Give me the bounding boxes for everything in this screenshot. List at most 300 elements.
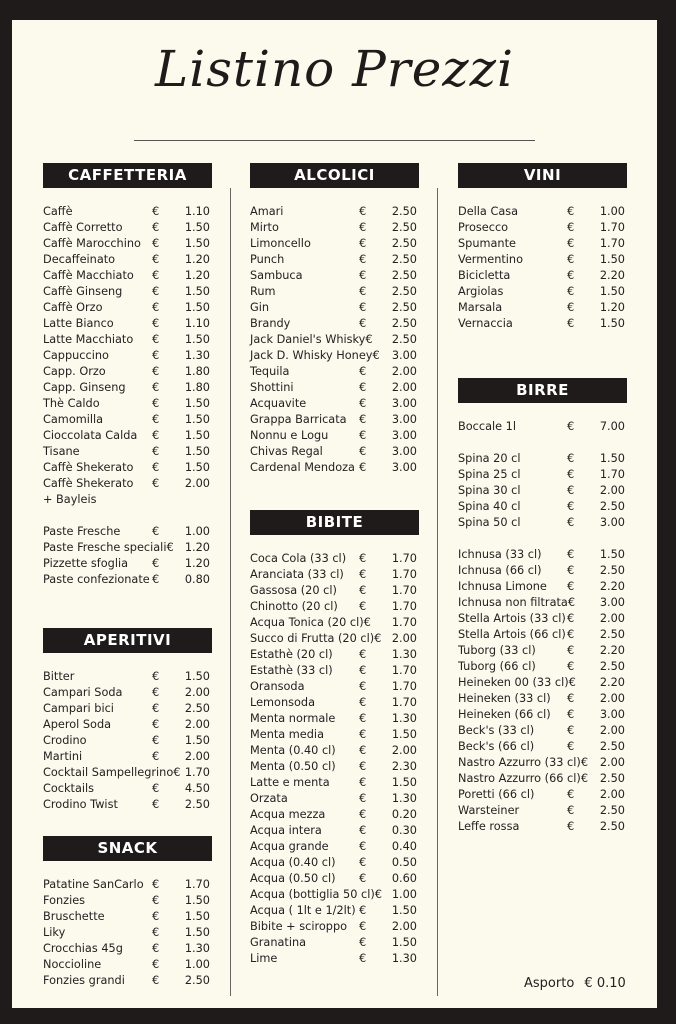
section-header-alcolici: ALCOLICI bbox=[250, 163, 419, 188]
item-name: Caffè bbox=[43, 205, 73, 218]
currency-symbol: € bbox=[152, 798, 160, 811]
item-price: 1.70 bbox=[391, 584, 417, 597]
menu-item bbox=[250, 380, 419, 396]
item-price: 2.50 bbox=[599, 660, 625, 673]
item-price: 1.00 bbox=[391, 888, 417, 901]
item-name: Acqua (0.40 cl) bbox=[250, 856, 336, 869]
currency-symbol: € bbox=[567, 205, 575, 218]
menu-item bbox=[458, 236, 627, 252]
menu-item bbox=[458, 515, 627, 531]
currency-symbol: € bbox=[152, 910, 160, 923]
currency-symbol: € bbox=[152, 782, 160, 795]
item-name: Punch bbox=[250, 253, 285, 266]
item-name: Campari bici bbox=[43, 702, 114, 715]
item-name: + Bayleis bbox=[43, 493, 97, 506]
currency-symbol: € bbox=[152, 878, 160, 891]
item-price: 3.00 bbox=[391, 413, 417, 426]
currency-symbol: € bbox=[152, 413, 160, 426]
item-price: 1.70 bbox=[391, 696, 417, 709]
item-name: Fonzies bbox=[43, 894, 86, 907]
currency-symbol: € bbox=[567, 612, 575, 625]
menu-item bbox=[458, 627, 627, 643]
currency-symbol: € bbox=[359, 696, 367, 709]
currency-symbol: € bbox=[359, 253, 367, 266]
item-name: Crodino bbox=[43, 734, 87, 747]
currency-symbol: € bbox=[359, 856, 367, 869]
currency-symbol: € bbox=[152, 750, 160, 763]
item-price: 0.60 bbox=[391, 872, 417, 885]
item-name: Argiolas bbox=[458, 285, 504, 298]
item-name: Heineken (33 cl) bbox=[458, 692, 551, 705]
item-price: 1.50 bbox=[184, 910, 210, 923]
item-price: 1.50 bbox=[184, 894, 210, 907]
item-price: 2.50 bbox=[391, 301, 417, 314]
menu-items bbox=[250, 551, 419, 967]
item-price: 2.50 bbox=[599, 628, 625, 641]
currency-symbol: € bbox=[567, 301, 575, 314]
menu-item bbox=[43, 685, 212, 701]
menu-item bbox=[43, 540, 212, 556]
menu-item bbox=[458, 579, 627, 595]
item-price: 1.00 bbox=[184, 525, 210, 538]
item-name: Bruschette bbox=[43, 910, 105, 923]
currency-symbol: € bbox=[359, 840, 367, 853]
menu-item bbox=[250, 711, 419, 727]
item-price: 2.50 bbox=[391, 205, 417, 218]
menu-items bbox=[43, 204, 212, 588]
menu-item bbox=[458, 451, 627, 467]
item-price: 3.00 bbox=[599, 516, 625, 529]
asporto-line bbox=[524, 976, 626, 991]
item-price: 2.20 bbox=[599, 676, 625, 689]
item-name: Mirto bbox=[250, 221, 279, 234]
group-spacer bbox=[458, 531, 627, 547]
menu-item bbox=[43, 204, 212, 220]
item-name: Campari Soda bbox=[43, 686, 123, 699]
currency-symbol: € bbox=[152, 461, 160, 474]
currency-symbol: € bbox=[567, 452, 575, 465]
item-name: Orzata bbox=[250, 792, 288, 805]
item-price: 1.50 bbox=[184, 301, 210, 314]
currency-symbol: € bbox=[567, 580, 575, 593]
menu-item bbox=[43, 572, 212, 588]
currency-symbol: € bbox=[567, 420, 575, 433]
item-price: 1.30 bbox=[391, 648, 417, 661]
menu-item bbox=[458, 595, 627, 611]
page-title: Listino Prezzi bbox=[155, 40, 514, 98]
currency-symbol: € bbox=[567, 548, 575, 561]
item-name: Latte Bianco bbox=[43, 317, 114, 330]
item-price: 3.00 bbox=[391, 445, 417, 458]
item-price: 1.20 bbox=[184, 541, 210, 554]
item-price: 3.00 bbox=[391, 397, 417, 410]
currency-symbol: € bbox=[359, 664, 367, 677]
currency-symbol: € bbox=[359, 680, 367, 693]
menu-item bbox=[250, 695, 419, 711]
menu-item bbox=[43, 460, 212, 476]
menu-item bbox=[43, 765, 212, 781]
item-name: Jack Daniel's Whisky bbox=[250, 333, 366, 346]
currency-symbol: € bbox=[359, 952, 367, 965]
currency-symbol: € bbox=[567, 628, 575, 641]
menu-item bbox=[250, 236, 419, 252]
item-price: 3.00 bbox=[391, 429, 417, 442]
item-name: Prosecco bbox=[458, 221, 509, 234]
item-price: 2.50 bbox=[184, 974, 210, 987]
currency-symbol: € bbox=[359, 285, 367, 298]
item-name: Cioccolata Calda bbox=[43, 429, 138, 442]
menu-item bbox=[43, 556, 212, 572]
item-price: 1.30 bbox=[391, 952, 417, 965]
item-name: Crocchias 45g bbox=[43, 942, 123, 955]
currency-symbol: € bbox=[359, 381, 367, 394]
currency-symbol: € bbox=[359, 648, 367, 661]
item-name: Liky bbox=[43, 926, 66, 939]
menu-items bbox=[43, 877, 212, 989]
currency-symbol: € bbox=[372, 349, 380, 362]
item-name: Leffe rossa bbox=[458, 820, 520, 833]
item-price: 1.30 bbox=[391, 712, 417, 725]
section-header-vini: VINI bbox=[458, 163, 627, 188]
item-price: 2.00 bbox=[599, 612, 625, 625]
menu-item bbox=[43, 332, 212, 348]
item-name: Succo di Frutta (20 cl) bbox=[250, 632, 375, 645]
currency-symbol: € bbox=[567, 500, 575, 513]
menu-items bbox=[458, 204, 627, 332]
item-price: 2.50 bbox=[184, 798, 210, 811]
menu-item bbox=[458, 707, 627, 723]
item-price: 4.50 bbox=[184, 782, 210, 795]
item-price: 1.20 bbox=[599, 301, 625, 314]
item-price: 2.00 bbox=[184, 718, 210, 731]
item-price: 2.00 bbox=[599, 692, 625, 705]
item-price: 1.50 bbox=[391, 936, 417, 949]
currency-symbol: € bbox=[152, 718, 160, 731]
item-price: 1.10 bbox=[184, 205, 210, 218]
item-price: 1.30 bbox=[184, 349, 210, 362]
menu-item bbox=[458, 268, 627, 284]
currency-symbol: € bbox=[152, 686, 160, 699]
item-price: 1.50 bbox=[599, 548, 625, 561]
menu-item bbox=[43, 268, 212, 284]
item-price: 2.20 bbox=[599, 269, 625, 282]
section-caffetteria bbox=[43, 163, 212, 588]
title-divider bbox=[134, 140, 535, 141]
item-name: Patatine SanCarlo bbox=[43, 878, 144, 891]
menu-item bbox=[458, 220, 627, 236]
item-price: 2.50 bbox=[599, 740, 625, 753]
item-name: Camomilla bbox=[43, 413, 104, 426]
item-name: Jack D. Whisky Honey bbox=[250, 349, 373, 362]
menu-item bbox=[458, 803, 627, 819]
menu-item bbox=[43, 300, 212, 316]
currency-symbol: € bbox=[567, 692, 575, 705]
menu-item bbox=[458, 643, 627, 659]
item-price: 3.00 bbox=[599, 596, 625, 609]
menu-item bbox=[458, 300, 627, 316]
menu-item bbox=[43, 941, 212, 957]
item-name: Cocktail Sampellegrino bbox=[43, 766, 174, 779]
menu-item bbox=[250, 727, 419, 743]
section-header-birre: BIRRE bbox=[458, 378, 627, 403]
menu-item bbox=[43, 701, 212, 717]
item-name: Aperol Soda bbox=[43, 718, 112, 731]
currency-symbol: € bbox=[152, 301, 160, 314]
column-divider-right bbox=[437, 188, 438, 996]
item-name: Sambuca bbox=[250, 269, 303, 282]
currency-symbol: € bbox=[152, 221, 160, 234]
item-name: Ichnusa (33 cl) bbox=[458, 548, 542, 561]
currency-symbol: € bbox=[359, 429, 367, 442]
item-name: Menta (0.40 cl) bbox=[250, 744, 336, 757]
menu-item bbox=[43, 973, 212, 989]
section-header-bibite: BIBITE bbox=[250, 510, 419, 535]
item-name: Chinotto (20 cl) bbox=[250, 600, 338, 613]
item-name: Amari bbox=[250, 205, 284, 218]
menu-item bbox=[458, 611, 627, 627]
item-name: Cardenal Mendoza bbox=[250, 461, 355, 474]
menu-item bbox=[43, 220, 212, 236]
item-name: Nonnu e Logu bbox=[250, 429, 329, 442]
menu-item bbox=[43, 492, 212, 508]
currency-symbol: € bbox=[567, 221, 575, 234]
menu-item bbox=[250, 791, 419, 807]
currency-symbol: € bbox=[359, 461, 367, 474]
menu-item bbox=[250, 759, 419, 775]
item-name: Estathè (33 cl) bbox=[250, 664, 333, 677]
item-price: 1.00 bbox=[599, 205, 625, 218]
menu-item bbox=[250, 316, 419, 332]
item-name: Spina 30 cl bbox=[458, 484, 521, 497]
item-name: Chivas Regal bbox=[250, 445, 323, 458]
menu-item bbox=[250, 887, 419, 903]
menu-item bbox=[250, 599, 419, 615]
item-price: 2.50 bbox=[391, 285, 417, 298]
menu-item bbox=[458, 659, 627, 675]
item-name: Shottini bbox=[250, 381, 294, 394]
menu-item bbox=[250, 743, 419, 759]
menu-item bbox=[250, 775, 419, 791]
item-price: 2.50 bbox=[391, 269, 417, 282]
currency-symbol: € bbox=[359, 221, 367, 234]
currency-symbol: € bbox=[152, 445, 160, 458]
menu-item bbox=[250, 823, 419, 839]
item-price: 1.20 bbox=[184, 253, 210, 266]
item-price: 2.50 bbox=[391, 317, 417, 330]
menu-item bbox=[43, 749, 212, 765]
menu-item bbox=[458, 419, 627, 435]
item-name: Brandy bbox=[250, 317, 291, 330]
menu-item bbox=[43, 316, 212, 332]
menu-item bbox=[250, 951, 419, 967]
item-price: 1.50 bbox=[184, 926, 210, 939]
currency-symbol: € bbox=[359, 365, 367, 378]
item-price: 1.70 bbox=[391, 568, 417, 581]
item-price: 2.00 bbox=[599, 788, 625, 801]
menu-item bbox=[43, 717, 212, 733]
item-name: Ichnusa non filtrata bbox=[458, 596, 568, 609]
currency-symbol: € bbox=[359, 712, 367, 725]
item-price: 2.00 bbox=[599, 756, 625, 769]
item-price: 2.50 bbox=[391, 237, 417, 250]
item-price: 1.70 bbox=[391, 664, 417, 677]
currency-symbol: € bbox=[567, 596, 576, 609]
item-name: Warsteiner bbox=[458, 804, 520, 817]
item-name: Bitter bbox=[43, 670, 75, 683]
menu-item bbox=[458, 547, 627, 563]
item-name: Fonzies grandi bbox=[43, 974, 125, 987]
item-price: 1.50 bbox=[184, 670, 210, 683]
item-name: Spina 40 cl bbox=[458, 500, 521, 513]
currency-symbol: € bbox=[359, 413, 367, 426]
menu-items bbox=[458, 419, 627, 835]
menu-item bbox=[250, 551, 419, 567]
currency-symbol: € bbox=[152, 958, 160, 971]
item-price: 1.70 bbox=[599, 221, 625, 234]
item-price: 2.50 bbox=[184, 702, 210, 715]
currency-symbol: € bbox=[567, 564, 575, 577]
item-name: Caffè Shekerato bbox=[43, 477, 134, 490]
currency-symbol: € bbox=[152, 397, 160, 410]
currency-symbol: € bbox=[363, 616, 371, 629]
currency-symbol: € bbox=[152, 317, 160, 330]
menu-item bbox=[458, 204, 627, 220]
menu-item bbox=[43, 733, 212, 749]
item-price: 2.50 bbox=[599, 500, 625, 513]
currency-symbol: € bbox=[567, 708, 575, 721]
currency-symbol: € bbox=[152, 702, 160, 715]
menu-item bbox=[43, 396, 212, 412]
currency-symbol: € bbox=[166, 541, 174, 554]
currency-symbol: € bbox=[359, 936, 367, 949]
menu-item bbox=[458, 675, 627, 691]
currency-symbol: € bbox=[567, 484, 575, 497]
currency-symbol: € bbox=[152, 269, 160, 282]
menu-item bbox=[250, 204, 419, 220]
currency-symbol: € bbox=[567, 468, 575, 481]
item-price: 1.70 bbox=[391, 600, 417, 613]
item-price: 1.80 bbox=[184, 381, 210, 394]
item-name: Spina 25 cl bbox=[458, 468, 521, 481]
item-name: Tisane bbox=[43, 445, 80, 458]
item-name: Pizzette sfoglia bbox=[43, 557, 129, 570]
menu-item bbox=[250, 396, 419, 412]
item-name: Capp. Orzo bbox=[43, 365, 106, 378]
section-header-aperitivi: APERITIVI bbox=[43, 628, 212, 653]
item-price: 3.00 bbox=[599, 708, 625, 721]
menu-item bbox=[43, 925, 212, 941]
item-price: 1.50 bbox=[184, 333, 210, 346]
item-price: 0.50 bbox=[391, 856, 417, 869]
menu-item bbox=[250, 460, 419, 476]
item-name: Caffè Orzo bbox=[43, 301, 103, 314]
item-name: Acqua (bottiglia 50 cl) bbox=[250, 888, 375, 901]
menu-item bbox=[43, 284, 212, 300]
menu-item bbox=[250, 871, 419, 887]
menu-item bbox=[458, 819, 627, 835]
menu-items bbox=[250, 204, 419, 476]
item-price: 2.00 bbox=[184, 750, 210, 763]
menu-item bbox=[250, 348, 419, 364]
group-spacer bbox=[458, 435, 627, 451]
currency-symbol: € bbox=[152, 285, 160, 298]
currency-symbol: € bbox=[567, 317, 575, 330]
menu-item bbox=[43, 797, 212, 813]
section-birre bbox=[458, 378, 627, 835]
currency-symbol: € bbox=[359, 445, 367, 458]
currency-symbol: € bbox=[374, 888, 382, 901]
item-price: 1.70 bbox=[391, 552, 417, 565]
item-name: Acquavite bbox=[250, 397, 307, 410]
item-name: Menta media bbox=[250, 728, 324, 741]
item-name: Grappa Barricata bbox=[250, 413, 347, 426]
currency-symbol: € bbox=[152, 974, 160, 987]
asporto-price: 0.10 bbox=[596, 976, 626, 991]
menu-item bbox=[458, 467, 627, 483]
item-price: 1.50 bbox=[391, 904, 417, 917]
menu-item bbox=[43, 957, 212, 973]
item-name: Stella Artois (33 cl) bbox=[458, 612, 566, 625]
currency-symbol: € bbox=[152, 734, 160, 747]
currency-symbol: € bbox=[567, 740, 575, 753]
item-price: 3.00 bbox=[391, 461, 417, 474]
item-name: Cappuccino bbox=[43, 349, 109, 362]
item-name: Vernaccia bbox=[458, 317, 513, 330]
menu-item bbox=[458, 563, 627, 579]
item-name: Vermentino bbox=[458, 253, 524, 266]
item-name: Bicicletta bbox=[458, 269, 511, 282]
menu-item bbox=[250, 903, 419, 919]
item-price: 2.50 bbox=[599, 772, 625, 785]
item-name: Capp. Ginseng bbox=[43, 381, 126, 394]
item-name: Ichnusa (66 cl) bbox=[458, 564, 542, 577]
menu-item bbox=[43, 781, 212, 797]
menu-item bbox=[250, 268, 419, 284]
menu-item bbox=[250, 220, 419, 236]
item-name: Della Casa bbox=[458, 205, 519, 218]
item-price: 1.70 bbox=[599, 237, 625, 250]
menu-item bbox=[250, 567, 419, 583]
item-name: Lemonsoda bbox=[250, 696, 316, 709]
currency-symbol: € bbox=[152, 557, 160, 570]
currency-symbol: € bbox=[152, 429, 160, 442]
asporto-label: Asporto bbox=[524, 976, 575, 991]
item-name: Latte Macchiato bbox=[43, 333, 134, 346]
item-price: 1.70 bbox=[391, 616, 417, 629]
currency-symbol: € bbox=[173, 766, 181, 779]
menu-item bbox=[43, 877, 212, 893]
item-price: 2.00 bbox=[391, 920, 417, 933]
currency-symbol: € bbox=[567, 269, 575, 282]
menu-item bbox=[43, 909, 212, 925]
menu-item bbox=[458, 483, 627, 499]
currency-symbol: € bbox=[359, 872, 367, 885]
menu-item bbox=[250, 428, 419, 444]
item-name: Crodino Twist bbox=[43, 798, 118, 811]
item-price: 1.50 bbox=[599, 253, 625, 266]
item-name: Limoncello bbox=[250, 237, 311, 250]
item-name: Estathè (20 cl) bbox=[250, 648, 333, 661]
currency-symbol: € bbox=[152, 205, 160, 218]
item-name: Bibite + sciroppo bbox=[250, 920, 348, 933]
currency-symbol: € bbox=[152, 525, 160, 538]
menu-item bbox=[43, 444, 212, 460]
currency-symbol: € bbox=[152, 381, 160, 394]
menu-item bbox=[250, 412, 419, 428]
menu-item bbox=[43, 348, 212, 364]
item-price: 1.20 bbox=[184, 557, 210, 570]
item-price: 1.50 bbox=[599, 317, 625, 330]
